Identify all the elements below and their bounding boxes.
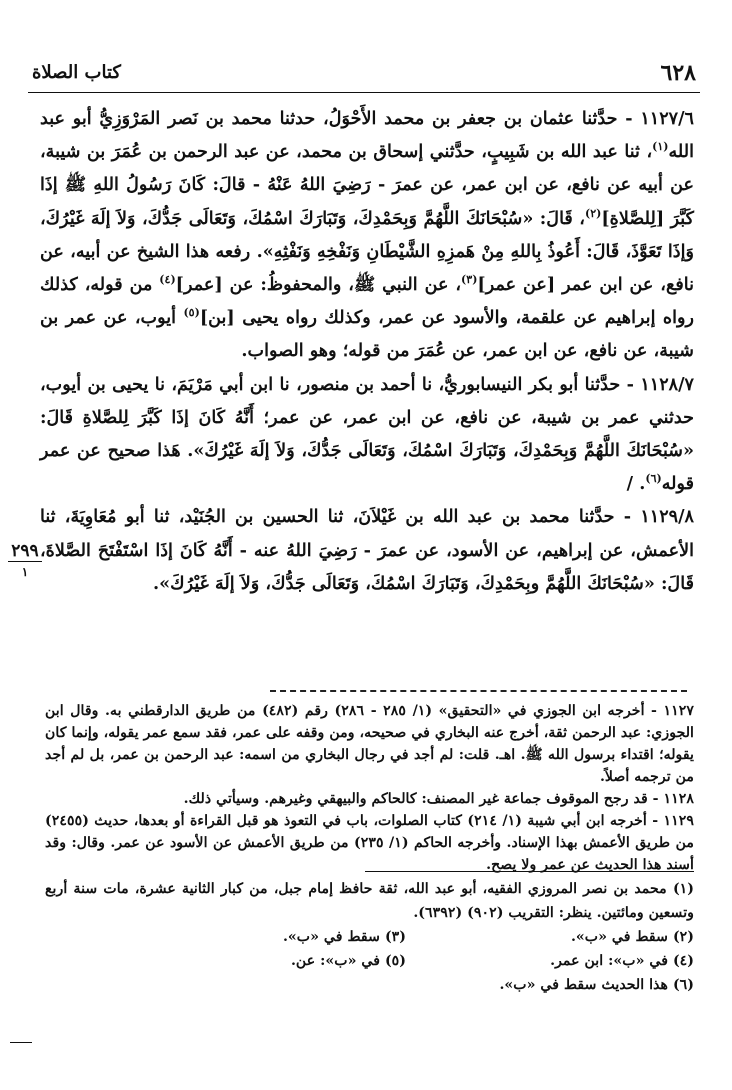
takhrij-1128: ١١٢٨ - قد رجح الموقوف جماعة غير المصنف: كالحاكم والبيهقي وغيرهم. وسيأتي ذلك. [183,791,694,807]
footnote-ref-2: (٢) [584,206,602,220]
footnote-ref-6: (٦) [645,472,662,486]
hadith-1127: ١١٢٧/٦ - حدَّثنا عثمان بن جعفر بن محمد الأَحْوَلُ، حدثنا محمد بن نَصر المَرْوَزِيُّ أبو عبد الله$^{(١)}$، ثنا عبد الله بن شَبِيبٍ، حدَّثني إسحاق بن محمد، عن عبد الرحمن بن عُمَرَ بن شيبة، عن أبيه عن نافع، عن ابن عمر، عن عمرَ - رَضِيَ اللهُ عَنْهُ - قالَ: كَانَ رَسُولُ اللهِ ﷺ إذَا كَبَّرَ [لِلصَّلاةِ]$^{(٢)}$، قَالَ: «سُبْحَانَكَ اللَّهُمَّ وَبِحَمْدِكَ، وَتَبَارَكَ اسْمُكَ، وَتَعَالَى جَدُّكَ، وَلاَ إلَهَ غَيْرُكَ، وَإذَا تَعَوَّذَ، قَالَ: أَعُوذُ بِاللهِ مِنْ هَمزِهِ الشَّيْطَانِ وَنَفْخِهِ وَنَفْثِهِ». رفعه هذا الشيخ عن أبيه، عن نافع، عن ابن عمر [عن عمر]$^{(٣)}$، عن النبي ﷺ، والمحفوظُ: عن [عمر]$^{(٤)}$ من قوله، كذلك رواه إبراهيم عن علقمة، والأسود عن عمر، وكذلك رواه يحيى [بن]$^{(٥)}$ أيوب، عن عمر بن شيبة، عن نافع، عن ابن عمر، عن عُمَرَ من قوله؛ وهو الصواب. [40,108,694,362]
footnote-ref-5: (٥) [183,306,200,320]
folio-side: ١ [21,565,29,579]
folio-number: ٢٩٩ [8,543,42,562]
footnote-5: (٥) في «ب»: عن. [290,953,406,969]
corner-mark [10,1042,32,1051]
footnote-ref-1: (١) [652,140,669,154]
takhrij-1129: ١١٢٩ - أخرجه ابن أبي شيبة (١/ ٢١٤) كتاب الصلوات، باب في التعوذ هو قبل القراءة أو بعدها، حديث (٢٤٥٥) من طريق الأعمش بهذا الإسناد. وأخرجه الحاكم (١/ ٢٣٥) من طريق الأعمش عن الأسود عن عمر. وقال: وقد أسند هذا الحديث عن عمر ولا يصح. [45,813,695,873]
footnote-3: (٣) سقط في «ب». [282,929,406,945]
page-number: ٦٢٨ [660,60,696,86]
running-title: كتاب الصلاة [32,62,121,83]
footnote-6: (٦) هذا الحديث سقط في «ب». [499,977,694,993]
takhrij-1127: ١١٢٧ - أخرجه ابن الجوزي في «التحقيق» (١/ ٢٨٥ - ٢٨٦) رقم (٤٨٢) من طريق الدارقطني به. وقال ابن الجوزي: عبد الرحمن ثقة، أخرج عنه البخاري في صحيحه، ومن وقفه على عمر، فقد سمع عمر يقوله، وإنما كان يقوله؛ اقتداء برسول الله ﷺ. اهـ. قلت: لم أجد في رجال البخاري من اسمه: عبد الرحمن بن عمر، بل لم أجد من ترجمه أصلاً. [45,703,694,785]
dashed-divider [270,690,687,692]
editor-footnotes [45,877,694,997]
hadith-1128: ١١٢٨/٧ - حدَّثنا أبو بكر النيسابوريُّ، نا أحمد بن منصور، نا ابن أبي مَرْيَمَ، نا يحيى بن أيوب، حدثني عمر بن شيبة، عن نافع، عن ابن عمر، عن عمر؛ أَنَّهُ كَانَ إذَا كَبَّرَ لِلصَّلاةِ قَالَ: «سُبْحَانَكَ اللَّهُمَّ وَبِحَمْدِكَ، وَتَبَارَكَ اسْمُكَ، وَتَعَالَى جَدُّكَ، وَلاَ إلَهَ غَيْرُكَ». هَذا صحيح عن عمر قوله$^{(٦)}$. / [40,373,694,495]
footnote-row [45,949,694,973]
footnote-4: (٤) في «ب»: ابن عمر. [550,953,694,969]
main-text [40,102,694,600]
page-header [28,58,700,93]
footnote-divider [365,871,694,872]
manuscript-folio-note [8,543,42,580]
footnote-ref-4: (٤) [159,273,176,287]
footnote-ref-3: (٣) [461,273,478,287]
hadith-1129: ١١٢٩/٨ - حدَّثنا محمد بن عبد الله بن غَيْلاَنَ، ثنا الحسين بن الجُنَيْد، ثنا أبو مُعَاوِيَةَ، ثنا الأعمش، عن إبراهيم، عن الأسود، عن عمرَ - رَضِيَ اللهُ عنه - أَنَّهُ كَانَ إذَا اسْتَفْتَحَ الصَّلاةَ، قَالَ: «سُبْحَانَكَ اللَّهُمَّ وبِحَمْدِكَ، وَتَبَارَكَ اسْمُكَ، وَتَعَالَى جَدُّكَ، وَلاَ إلَهَ غَيْرُكَ». [40,506,694,594]
footnote-1: (١) محمد بن نصر المروزي الفقيه، أبو عبد الله، ثقة حافظ إمام جبل، من كبار الثانية عشرة، مات سنة أربع وتسعين ومائتين. ينظر: التقريب (٩٠٢) (٦٣٩٢). [45,881,694,921]
footnote-2: (٢) سقط في «ب». [570,929,694,945]
takhrij-notes [45,700,694,876]
footnote-row [45,925,694,949]
